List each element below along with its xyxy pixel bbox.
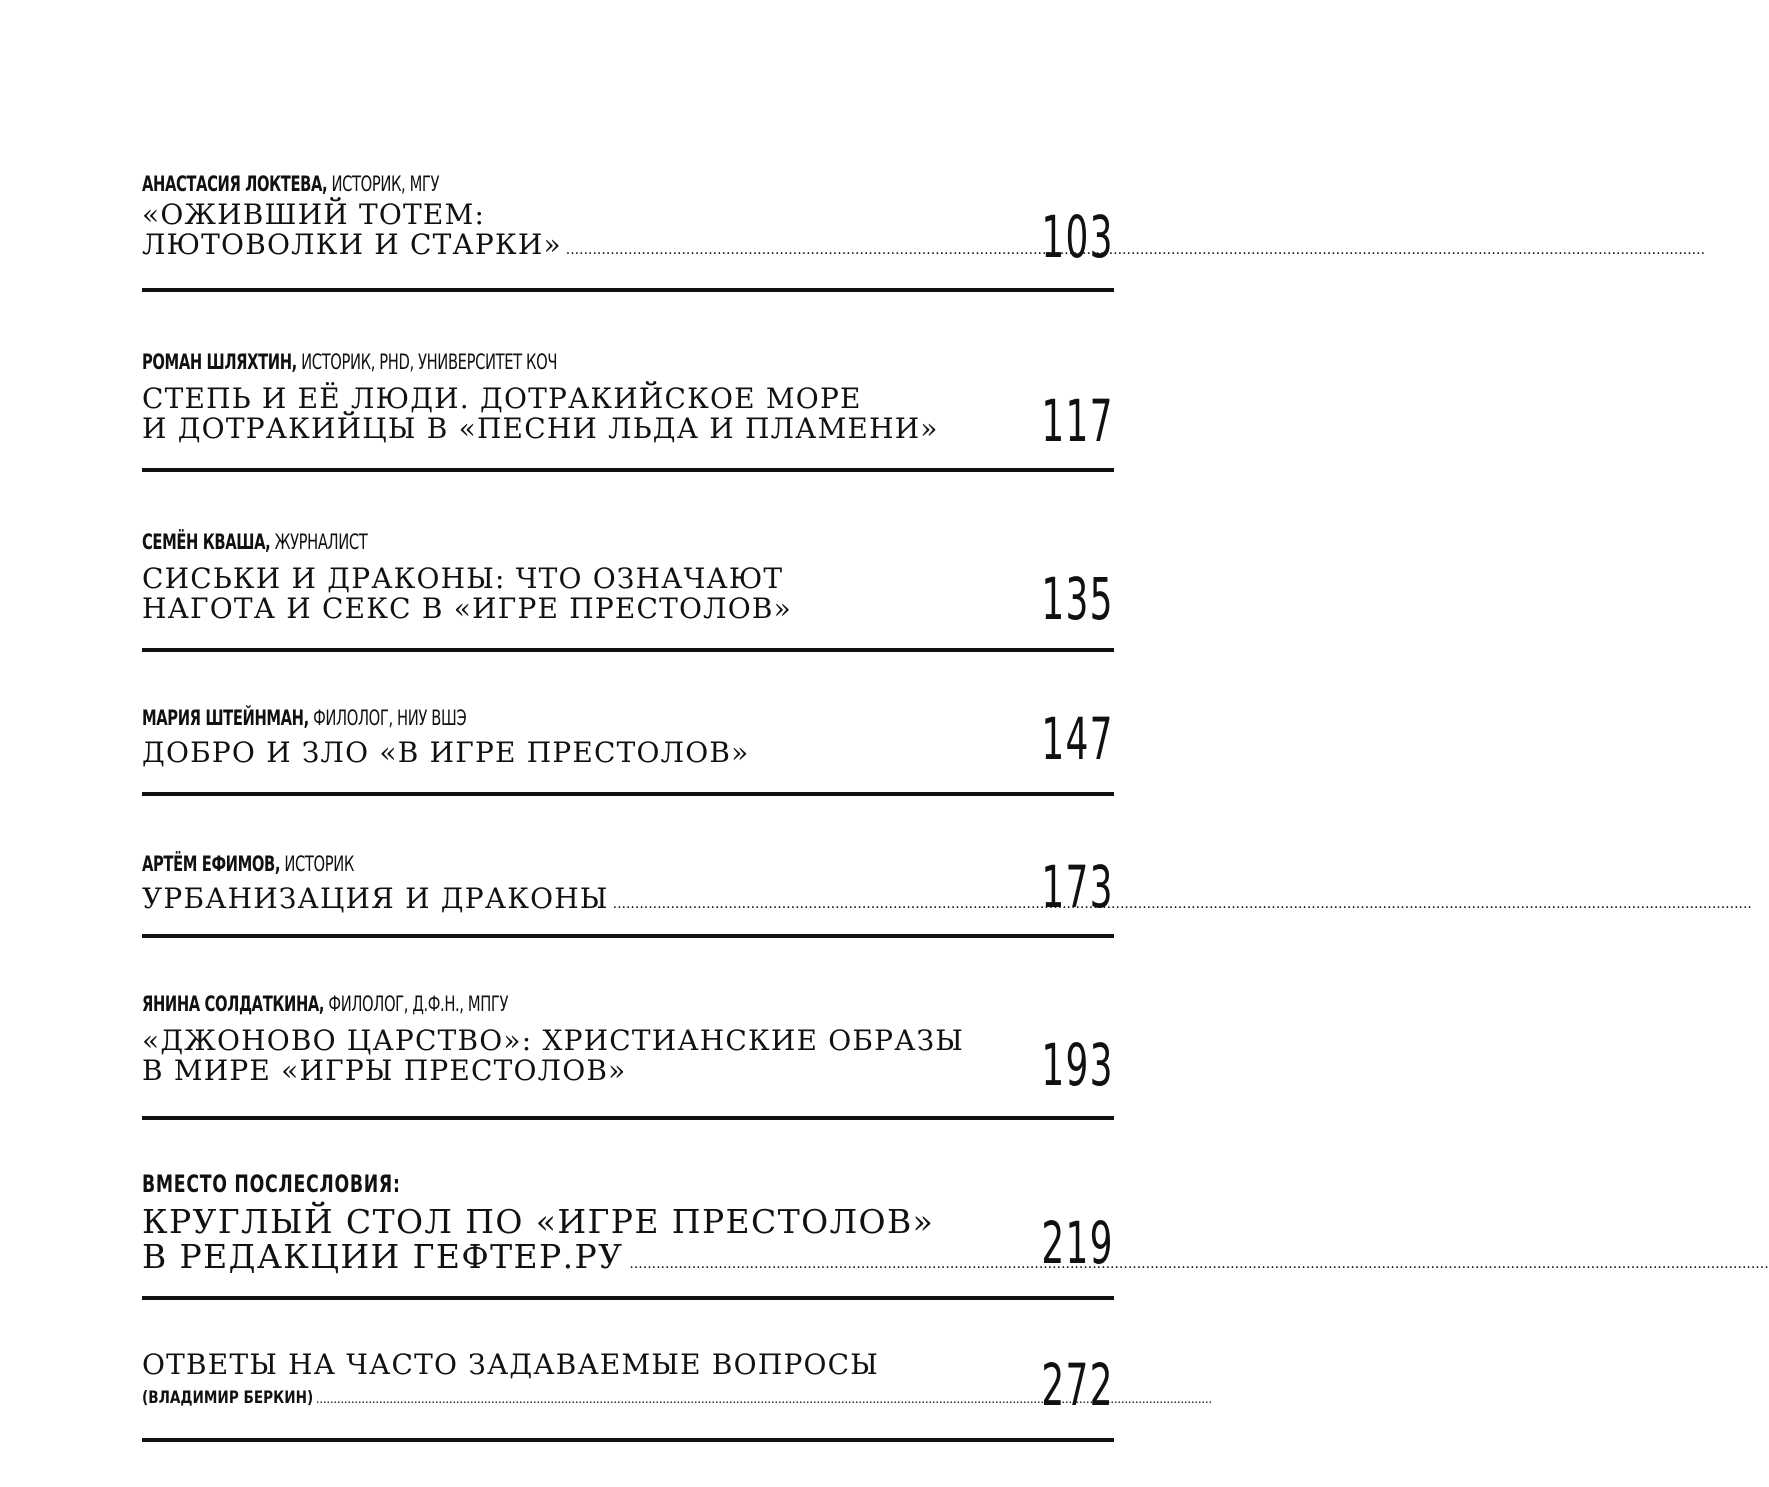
divider-rule: [142, 934, 1114, 938]
note-line-leader: [142, 1388, 1213, 1408]
divider-rule: [142, 792, 1114, 796]
author-role: ФИЛОЛОГ, НИУ ВШЭ: [308, 706, 467, 730]
divider-rule: [142, 468, 1114, 472]
author-role: ЖУРНАЛИСТ: [270, 530, 368, 554]
dot-leader: ................................................................................................................................................................................................................................................................: [612, 896, 1752, 912]
title-line: УРБАНИЗАЦИЯ И ДРАКОНЫ: [142, 882, 609, 915]
page-number: 219: [1041, 1209, 1114, 1277]
divider-rule: [142, 1438, 1114, 1442]
page-number: 103: [1041, 203, 1114, 271]
toc-entry: [142, 1348, 1213, 1470]
author-name: МАРИЯ ШТЕЙНМАН,: [142, 706, 309, 730]
entry-author-line: [142, 992, 900, 1016]
toc-entry: [142, 530, 1114, 655]
author-role: ИСТОРИК, МГУ: [327, 172, 440, 196]
toc-entry: [142, 172, 1706, 297]
title-line: ДОБРО И ЗЛО «В ИГРЕ ПРЕСТОЛОВ»: [142, 736, 750, 769]
entry-note: (ВЛАДИМИР БЕРКИН): [142, 1388, 314, 1408]
author-role: ИСТОРИК: [280, 852, 354, 876]
page-number: 193: [1041, 1031, 1114, 1099]
title-line: ЛЮТОВОЛКИ И СТАРКИ»: [142, 228, 562, 261]
section-label: ВМЕСТО ПОСЛЕСЛОВИЯ:: [142, 1170, 401, 1198]
page-number: 173: [1041, 853, 1114, 921]
toc-entry: [142, 350, 1114, 475]
page-number: 135: [1041, 565, 1114, 633]
divider-rule: [142, 1296, 1114, 1300]
title-line: СТЕПЬ И ЕЁ ЛЮДИ. ДОТРАКИЙСКОЕ МОРЕ: [142, 382, 862, 415]
entry-author-line: [142, 172, 900, 196]
entry-title: [142, 738, 1022, 768]
dot-leader: ................................................................................................................................................................................................................................................................: [565, 242, 1706, 258]
divider-rule: [142, 288, 1114, 292]
author-name: АРТЁМ ЕФИМОВ,: [142, 852, 281, 876]
title-line: В МИРЕ «ИГРЫ ПРЕСТОЛОВ»: [142, 1054, 627, 1087]
title-line: КРУГЛЫЙ СТОЛ ПО «ИГРЕ ПРЕСТОЛОВ»: [142, 1202, 935, 1241]
entry-author-line: [142, 852, 900, 876]
title-line: «ДЖОНОВО ЦАРСТВО»: ХРИСТИАНСКИЕ ОБРАЗЫ: [142, 1024, 965, 1057]
title-line: И ДОТРАКИЙЦЫ В «ПЕСНИ ЛЬДА И ПЛАМЕНИ»: [142, 412, 939, 445]
author-role: ФИЛОЛОГ, Д.Ф.Н., МПГУ: [324, 992, 509, 1016]
dot-leader: ................................................................................................................................................................................................................................................................: [629, 1256, 1769, 1272]
title-line: «ОЖИВШИЙ ТОТЕМ:: [142, 198, 486, 231]
entry-title: [142, 384, 1022, 444]
title-line: В РЕДАКЦИИ ГЕФТЕР.РУ: [142, 1237, 624, 1276]
divider-rule: [142, 1116, 1114, 1120]
entry-title: [142, 564, 1022, 624]
title-line: СИСЬКИ И ДРАКОНЫ: ЧТО ОЗНАЧАЮТ: [142, 562, 784, 595]
page-number: 117: [1041, 387, 1114, 455]
entry-title: [142, 1026, 1022, 1086]
toc-entry: [142, 706, 1114, 801]
author-name: ЯНИНА СОЛДАТКИНА,: [142, 992, 325, 1016]
author-name: РОМАН ШЛЯХТИН,: [142, 350, 297, 374]
divider-rule: [142, 648, 1114, 652]
toc-entry: [142, 852, 1752, 947]
entry-author-line: [142, 350, 900, 374]
page-number: 147: [1041, 705, 1114, 773]
author-name: СЕМЁН КВАША,: [142, 530, 271, 554]
title-line: НАГОТА И СЕКС В «ИГРЕ ПРЕСТОЛОВ»: [142, 592, 792, 625]
entry-author-line: [142, 706, 900, 730]
dot-leader: ................................................................................................................................................................................................................................................................: [316, 1392, 1213, 1407]
page-number: 272: [1041, 1351, 1114, 1419]
author-name: АНАСТАСИЯ ЛОКТЕВА,: [142, 172, 328, 196]
entry-author-line: [142, 530, 900, 554]
title-line: ОТВЕТЫ НА ЧАСТО ЗАДАВАЕМЫЕ ВОПРОСЫ: [142, 1348, 880, 1381]
toc-entry: [142, 992, 1114, 1122]
author-role: ИСТОРИК, PHD, УНИВЕРСИТЕТ КОЧ: [296, 350, 558, 374]
toc-entry: [142, 1170, 1769, 1305]
